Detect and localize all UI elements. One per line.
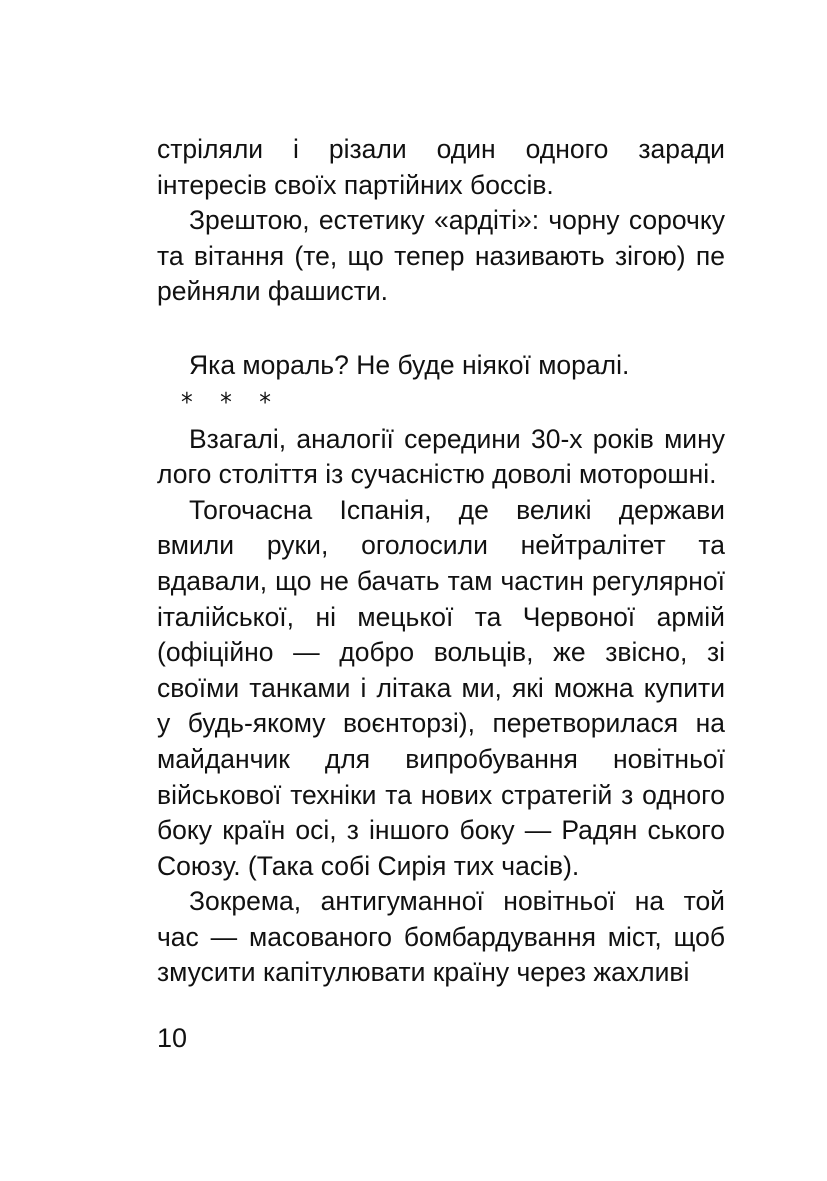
text-line: рейняли фашисти. (157, 276, 389, 307)
paragraph-arditi-aesthetics (157, 203, 725, 310)
paragraph-spain (157, 493, 725, 885)
text-line: перетворилася на майданчик для випробування (157, 708, 725, 774)
paragraph-bombing (157, 884, 725, 991)
text-line: новітньої військової техніки та нових стратегій з (157, 743, 725, 810)
text-line: ського Союзу. (Така собі Сирія тих часів). (157, 815, 725, 881)
paragraph-continuation (157, 132, 725, 203)
text-line: мецької та Червоної армій (офіційно — добро (157, 601, 725, 668)
text-line: Взагалі, аналогії середини 30-х років мину (189, 423, 725, 454)
text-line: бачать там частин регулярної італійської, ні (157, 565, 725, 632)
text-line: руки, оголосили нейтралітет та вдавали, що не (157, 530, 725, 596)
text-line: Зокрема, антигуманної новітньої на той (189, 886, 725, 917)
paragraph-moral (157, 348, 725, 384)
body-text (157, 132, 725, 991)
text-line: лого століття із сучасністю доволі моторошні. (157, 459, 717, 490)
text-line: та вітання (те, що тепер називають зігою) пе (157, 240, 725, 271)
paragraph-analogies (157, 422, 725, 493)
text-line: ми, які можна купити у будь-якому воєнторзі), (157, 672, 725, 739)
text-line: одного боку країн осі, з іншого боку — Радян (157, 779, 725, 846)
text-line: Зрештою, естетику «ардіті»: чорну сорочку (189, 205, 725, 236)
text-line: вольців, же звісно, зі своїми танками і літака (157, 637, 725, 703)
paragraph-gap (157, 310, 725, 348)
text-line: Яка мораль? Не буде ніякої моралі. (189, 349, 630, 380)
page-number: 10 (157, 1023, 188, 1053)
section-separator: * * * (181, 387, 281, 418)
text-line: змусити капітулювати країну через жахливі (157, 957, 690, 988)
text-line: своїх партійних боссів. (274, 169, 554, 200)
text-line: стріляли і різали один одного заради інтересів (157, 134, 725, 200)
text-line: час — масованого бомбардування міст, щоб (157, 921, 725, 952)
text-line: Тогочасна Іспанія, де великі держави вмили (157, 494, 725, 561)
